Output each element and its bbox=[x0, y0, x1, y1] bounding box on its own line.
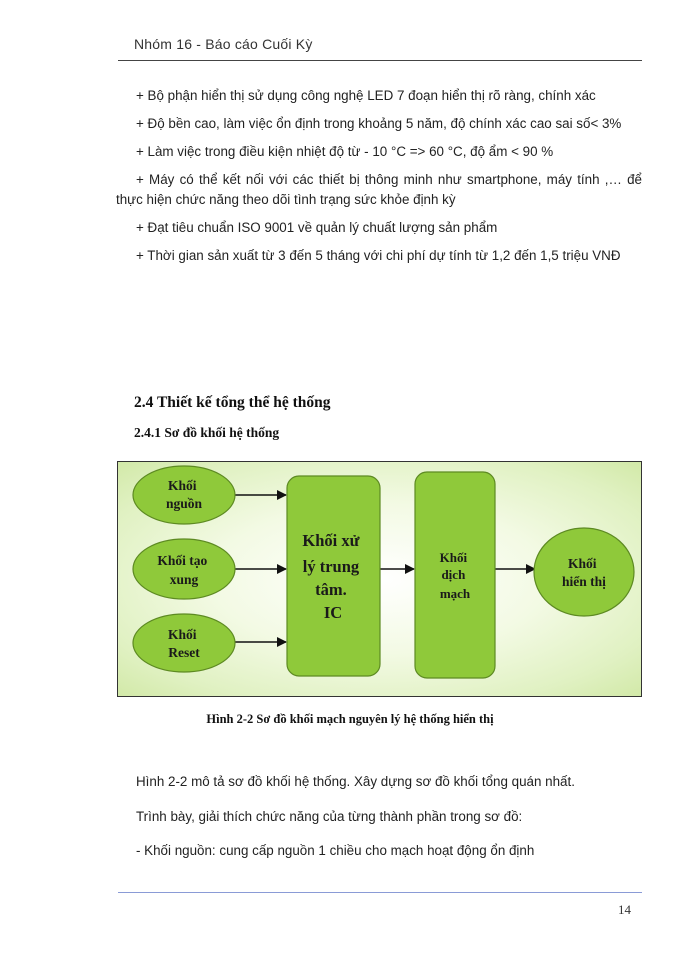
page-header: Nhóm 16 - Báo cáo Cuối Kỳ bbox=[134, 36, 313, 52]
header-rule bbox=[118, 60, 642, 61]
bullet-item: + Làm việc trong điều kiện nhiệt độ từ - 10 °C => 60 °C, độ ẩm < 90 % bbox=[136, 144, 554, 159]
block-cpu-label: Khối xử lý trung tâm. IC bbox=[302, 531, 360, 622]
block-cpu bbox=[287, 476, 380, 676]
block-reset-label: Khối Reset bbox=[168, 627, 200, 660]
bullet-item: + Máy có thể kết nối với các thiết bị thông minh như smartphone, máy tính ,… để thực hiện chức năng theo dõi tình trạng sức khỏe định kỳ bbox=[116, 172, 642, 207]
block-diagram-svg bbox=[118, 462, 642, 697]
block-reset bbox=[133, 614, 235, 672]
block-taoxung-label: Khối tạo xung bbox=[157, 553, 208, 587]
body-paragraph: Trình bày, giải thích chức năng của từng thành phần trong sơ đồ: bbox=[136, 809, 523, 824]
figure-caption: Hình 2-2 Sơ đồ khối mạch nguyên lý hệ thống hiển thị bbox=[206, 712, 494, 726]
page-number: 14 bbox=[618, 902, 631, 917]
block-dichmach-label: Khối dịch mạch bbox=[439, 550, 471, 601]
block-hienthi-label: Khối hiển thị bbox=[562, 556, 606, 589]
bullet-item: + Đạt tiêu chuẩn ISO 9001 về quản lý chuất lượng sản phẩm bbox=[136, 220, 498, 235]
bullet-item: + Bộ phận hiển thị sử dụng công nghệ LED 7 đoạn hiển thị rõ ràng, chính xác bbox=[136, 88, 596, 103]
spec-bullet-list bbox=[116, 86, 642, 274]
subsection-title: 2.4.1 Sơ đồ khối hệ thống bbox=[134, 425, 280, 440]
bullet-item: + Độ bền cao, làm việc ổn định trong khoảng 5 năm, độ chính xác cao sai số< 3% bbox=[136, 116, 622, 131]
section-title: 2.4 Thiết kế tổng thể hệ thống bbox=[134, 394, 331, 411]
block-taoxung bbox=[133, 539, 235, 599]
bullet-item: + Thời gian sản xuất từ 3 đến 5 tháng với chi phí dự tính từ 1,2 đến 1,5 triệu VNĐ bbox=[136, 248, 621, 263]
block-hienthi bbox=[534, 528, 634, 616]
block-nguon bbox=[133, 466, 235, 524]
footer-rule bbox=[118, 892, 642, 893]
body-paragraph: - Khối nguồn: cung cấp nguồn 1 chiều cho mạch hoạt động ổn định bbox=[136, 843, 535, 858]
block-nguon-label: Khối nguồn bbox=[165, 478, 203, 511]
block-diagram bbox=[117, 461, 642, 697]
body-paragraph: Hình 2-2 mô tả sơ đồ khối hệ thống. Xây dựng sơ đồ khối tổng quán nhất. bbox=[136, 774, 575, 789]
